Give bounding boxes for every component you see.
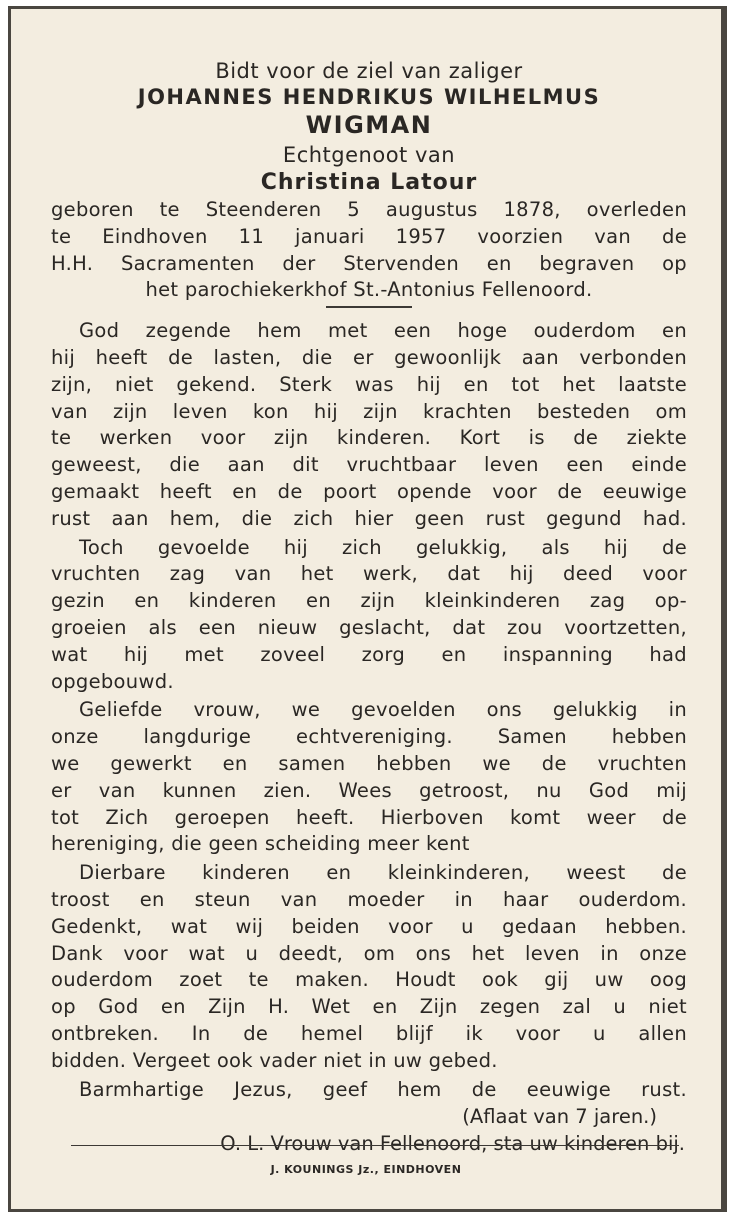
printer-imprint: J. KOUNINGS Jz., EINDHOVEN [270,1163,462,1176]
relation-text: Echtgenoot van [282,143,456,167]
text-line: groeien als een nieuw geslacht, dat zou voortzetten, [51,615,687,639]
text-line: Dierbare kinderen en kleinkinderen, weest de [79,861,687,885]
deceased-name-line1: JOHANNES HENDRIKUS WILHELMUS [137,85,601,109]
text-line: hij heeft de lasten, die er gewoonlijk aan verbonden [51,345,687,369]
divider [326,306,412,308]
bio-line: geboren te Steenderen 5 augustus 1878, overleden [51,198,687,221]
text-line: bidden. Vergeet ook vader niet in uw gebed. [51,1048,498,1072]
bio-paragraph [51,197,687,304]
text-line: er van kunnen zien. Wees getroost, nu God mij [51,778,687,802]
card-text [51,9,687,1157]
deceased-name [51,83,687,139]
text-line: gemaakt heeft en de poort opende voor de eeuwige [51,479,687,503]
text-line: opgebouwd. [51,669,174,693]
text-line: ouderdom zoet te maken. Houdt ook gij uw oog [51,968,687,992]
paragraph-3 [51,697,687,858]
text-line: geweest, die aan dit vruchtbaar leven een einde [51,453,687,477]
text-line: rust aan hem, die zich hier geen rust gegund had. [51,506,687,530]
text-line: wat hij met zoveel zorg en inspanning had [51,642,687,666]
text-line: van zijn leven kon hij zijn krachten besteden om [51,399,687,423]
indulgence-text: (Aflaat van 7 jaren.) [462,1105,657,1129]
text-line: Gedenkt, wat wij beiden voor u gedaan hebben. [51,914,687,938]
text-line: Dank voor wat u deedt, om ons het leven in onze [51,941,687,965]
text-line: onze langdurige echtvereniging. Samen hebben [51,725,687,749]
bio-line: H.H. Sacramenten der Stervenden en begraven op [51,251,687,275]
memorial-card [8,6,727,1212]
text-line: God zegende hem met een hoge ouderdom en [79,319,687,343]
prayer-line: Barmhartige Jezus, geef hem de eeuwige rust. [79,1077,687,1101]
text-line: tot Zich geroepen heeft. Hierboven komt weer de [51,805,687,829]
deceased-surname: WIGMAN [305,111,433,139]
bottom-rule [71,1145,679,1146]
text-line: Toch gevoelde hij zich gelukkig, als hij de [79,535,687,559]
text-line: zijn, niet gekend. Sterk was hij en tot het laatste [51,372,687,396]
paragraph-4 [51,860,687,1074]
paragraph-2 [51,535,687,696]
text-line: gezin en kinderen en zijn kleinkinderen zag op- [51,589,687,613]
text-line: op God en Zijn H. Wet en Zijn zegen zal u niet [51,995,687,1019]
invocation-text: O. L. Vrouw van Fellenoord, sta uw kinderen bij. [220,1132,685,1156]
paragraph-1 [51,318,687,532]
text-line: hereniging, die geen scheiding meer kent [51,832,470,856]
text-line: ontbreken. In de hemel blijf ik voor u allen [51,1021,687,1045]
text-line: Geliefde vrouw, we gevoelden ons gelukkig in [79,698,687,722]
text-line: we gewerkt en samen hebben we de vruchten [51,751,687,775]
prayer-text [51,1077,687,1104]
bio-line: te Eindhoven 11 januari 1957 voorzien van de [51,224,687,248]
text-line: te werken voor zijn kinderen. Kort is de ziekte [51,426,687,450]
text-line: troost en steun van moeder in haar ouderdom. [51,887,687,911]
text-line: vruchten zag van het werk, dat hij deed voor [51,562,687,586]
spouse-name: Christina Latour [260,170,478,195]
intro-text: Bidt voor de ziel van zaliger [215,59,523,83]
bio-line: het parochiekerkhof St.-Antonius Fellenoord. [145,278,593,302]
